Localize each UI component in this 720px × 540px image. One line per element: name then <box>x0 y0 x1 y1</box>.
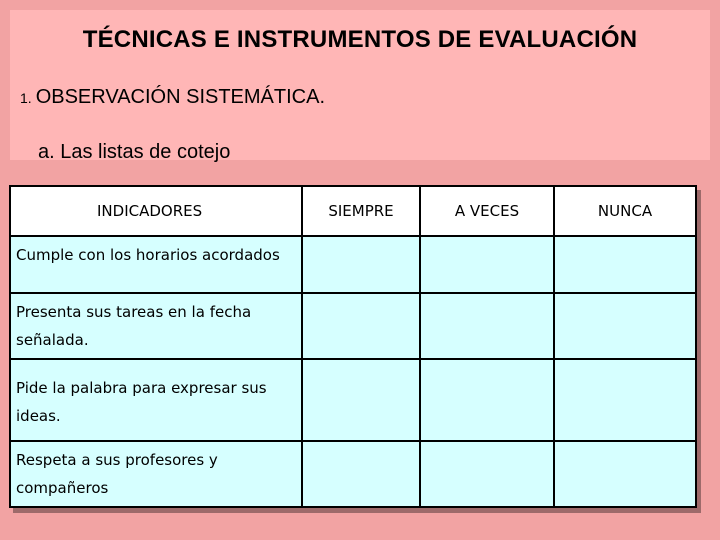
nunca-cell[interactable] <box>554 359 696 441</box>
section-heading <box>20 86 325 109</box>
a-veces-cell[interactable] <box>420 359 554 441</box>
section-title: OBSERVACIÓN SISTEMÁTICA. <box>35 86 326 108</box>
slide-title: TÉCNICAS E INSTRUMENTOS DE EVALUACIÓN <box>82 26 638 53</box>
siempre-cell[interactable] <box>302 441 420 507</box>
nunca-cell[interactable] <box>554 236 696 293</box>
subsection-title: a. Las listas de cotejo <box>38 141 231 163</box>
header-panel <box>10 10 710 163</box>
a-veces-cell[interactable] <box>420 441 554 507</box>
header-nunca: NUNCA <box>554 186 696 236</box>
table-header-row <box>10 186 696 236</box>
siempre-cell[interactable] <box>302 236 420 293</box>
table-row <box>10 359 696 441</box>
indicator-cell: Presenta sus tareas en la fecha señalada. <box>10 293 302 359</box>
a-veces-cell[interactable] <box>420 293 554 359</box>
nunca-cell[interactable] <box>554 293 696 359</box>
header-a-veces: A VECES <box>420 186 554 236</box>
indicator-cell: Respeta a sus profesores y compañeros <box>10 441 302 507</box>
table-row <box>10 236 696 293</box>
header-indicadores: INDICADORES <box>10 186 302 236</box>
a-veces-cell[interactable] <box>420 236 554 293</box>
indicator-cell: Pide la palabra para expresar sus ideas. <box>10 359 302 441</box>
siempre-cell[interactable] <box>302 293 420 359</box>
header-siempre: SIEMPRE <box>302 186 420 236</box>
section-number: 1. <box>20 90 32 106</box>
checklist-table <box>9 185 697 508</box>
siempre-cell[interactable] <box>302 359 420 441</box>
indicator-cell: Cumple con los horarios acordados <box>10 236 302 293</box>
table-row <box>10 293 696 359</box>
nunca-cell[interactable] <box>554 441 696 507</box>
table-row <box>10 441 696 507</box>
